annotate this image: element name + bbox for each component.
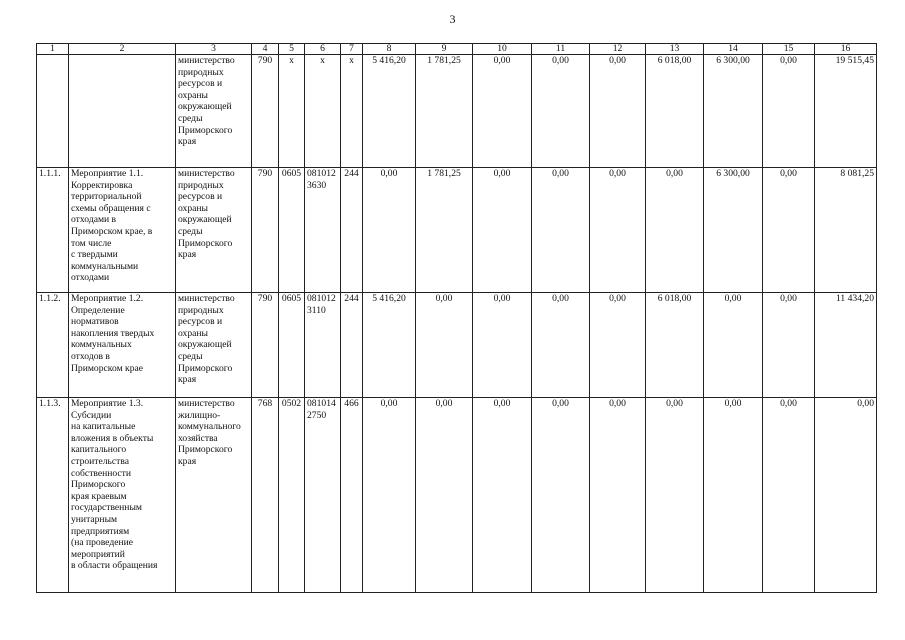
column-header: 9 [416, 44, 473, 55]
cell-col6: х [305, 55, 341, 168]
table-row [37, 293, 877, 398]
cell-col15: 0,00 [763, 55, 815, 168]
cell-col14: 6 300,00 [704, 55, 763, 168]
column-header: 14 [704, 44, 763, 55]
cell-col4: 790 [252, 168, 279, 293]
cell-col5: х [279, 55, 305, 168]
cell-col11: 0,00 [532, 168, 590, 293]
column-header: 11 [532, 44, 590, 55]
cell-col8: 0,00 [363, 398, 416, 593]
cell-col15: 0,00 [763, 293, 815, 398]
column-header: 13 [646, 44, 704, 55]
executor: министерство природных ресурсов и охраны окружающей среды Приморского края [176, 55, 252, 168]
column-header: 6 [305, 44, 341, 55]
column-header: 12 [590, 44, 646, 55]
cell-col8: 5 416,20 [363, 55, 416, 168]
budget-table [36, 43, 877, 593]
executor: министерство природных ресурсов и охраны окружающей среды Приморского края [176, 293, 252, 398]
cell-col6: 081012 3630 [305, 168, 341, 293]
cell-col16: 11 434,20 [815, 293, 877, 398]
page-number: 3 [449, 12, 456, 26]
cell-col12: 0,00 [590, 293, 646, 398]
cell-col10: 0,00 [473, 398, 532, 593]
cell-col13: 6 018,00 [646, 55, 704, 168]
cell-col11: 0,00 [532, 293, 590, 398]
row-number: 1.1.3. [37, 398, 69, 593]
measure-name: Мероприятие 1.1. Корректировка территориальной схемы обращения с отходами в Приморском крае, в том числе с твердыми коммунальными отходами [69, 168, 176, 293]
cell-col14: 0,00 [704, 398, 763, 593]
executor: министерство природных ресурсов и охраны окружающей среды Приморского края [176, 168, 252, 293]
cell-col7: 466 [341, 398, 363, 593]
cell-col13: 6 018,00 [646, 293, 704, 398]
cell-col16: 8 081,25 [815, 168, 877, 293]
cell-col11: 0,00 [532, 398, 590, 593]
cell-col9: 0,00 [416, 293, 473, 398]
cell-col13: 0,00 [646, 168, 704, 293]
cell-col9: 1 781,25 [416, 168, 473, 293]
column-header: 4 [252, 44, 279, 55]
cell-col12: 0,00 [590, 55, 646, 168]
column-header: 5 [279, 44, 305, 55]
row-number: 1.1.1. [37, 168, 69, 293]
cell-col16: 19 515,45 [815, 55, 877, 168]
column-header: 15 [763, 44, 815, 55]
cell-col10: 0,00 [473, 55, 532, 168]
cell-col11: 0,00 [532, 55, 590, 168]
cell-col12: 0,00 [590, 168, 646, 293]
measure-name: Мероприятие 1.3. Субсидии на капитальные вложения в объекты капитального строительства собственности Приморского края краевым государственным унитарным предприятиям (на проведение мероприятий в области обращения [69, 398, 176, 593]
cell-col8: 5 416,20 [363, 293, 416, 398]
column-header: 7 [341, 44, 363, 55]
column-header: 10 [473, 44, 532, 55]
cell-col10: 0,00 [473, 293, 532, 398]
cell-col5: 0605 [279, 293, 305, 398]
cell-col14: 6 300,00 [704, 168, 763, 293]
column-header: 3 [176, 44, 252, 55]
cell-col7: 244 [341, 168, 363, 293]
column-header: 2 [69, 44, 176, 55]
cell-col7: х [341, 55, 363, 168]
cell-col5: 0605 [279, 168, 305, 293]
column-header: 16 [815, 44, 877, 55]
cell-col13: 0,00 [646, 398, 704, 593]
cell-col7: 244 [341, 293, 363, 398]
row-number: 1.1.2. [37, 293, 69, 398]
cell-col15: 0,00 [763, 168, 815, 293]
header-row [37, 44, 877, 55]
cell-col6: 081012 3110 [305, 293, 341, 398]
column-header: 8 [363, 44, 416, 55]
measure-name: Мероприятие 1.2. Определение нормативов накопления твердых коммунальных отходов в Приморском крае [69, 293, 176, 398]
table-row [37, 55, 877, 168]
table-row [37, 168, 877, 293]
column-header: 1 [37, 44, 69, 55]
cell-col4: 768 [252, 398, 279, 593]
cell-col8: 0,00 [363, 168, 416, 293]
cell-col15: 0,00 [763, 398, 815, 593]
cell-col6: 081014 2750 [305, 398, 341, 593]
cell-col5: 0502 [279, 398, 305, 593]
cell-col14: 0,00 [704, 293, 763, 398]
executor: министерство жилищно- коммунального хозяйства Приморского края [176, 398, 252, 593]
cell-col9: 1 781,25 [416, 55, 473, 168]
cell-col9: 0,00 [416, 398, 473, 593]
table-row [37, 398, 877, 593]
cell-col4: 790 [252, 293, 279, 398]
cell-col12: 0,00 [590, 398, 646, 593]
cell-col16: 0,00 [815, 398, 877, 593]
cell-col10: 0,00 [473, 168, 532, 293]
row-number [37, 55, 69, 168]
cell-col4: 790 [252, 55, 279, 168]
measure-name [69, 55, 176, 168]
